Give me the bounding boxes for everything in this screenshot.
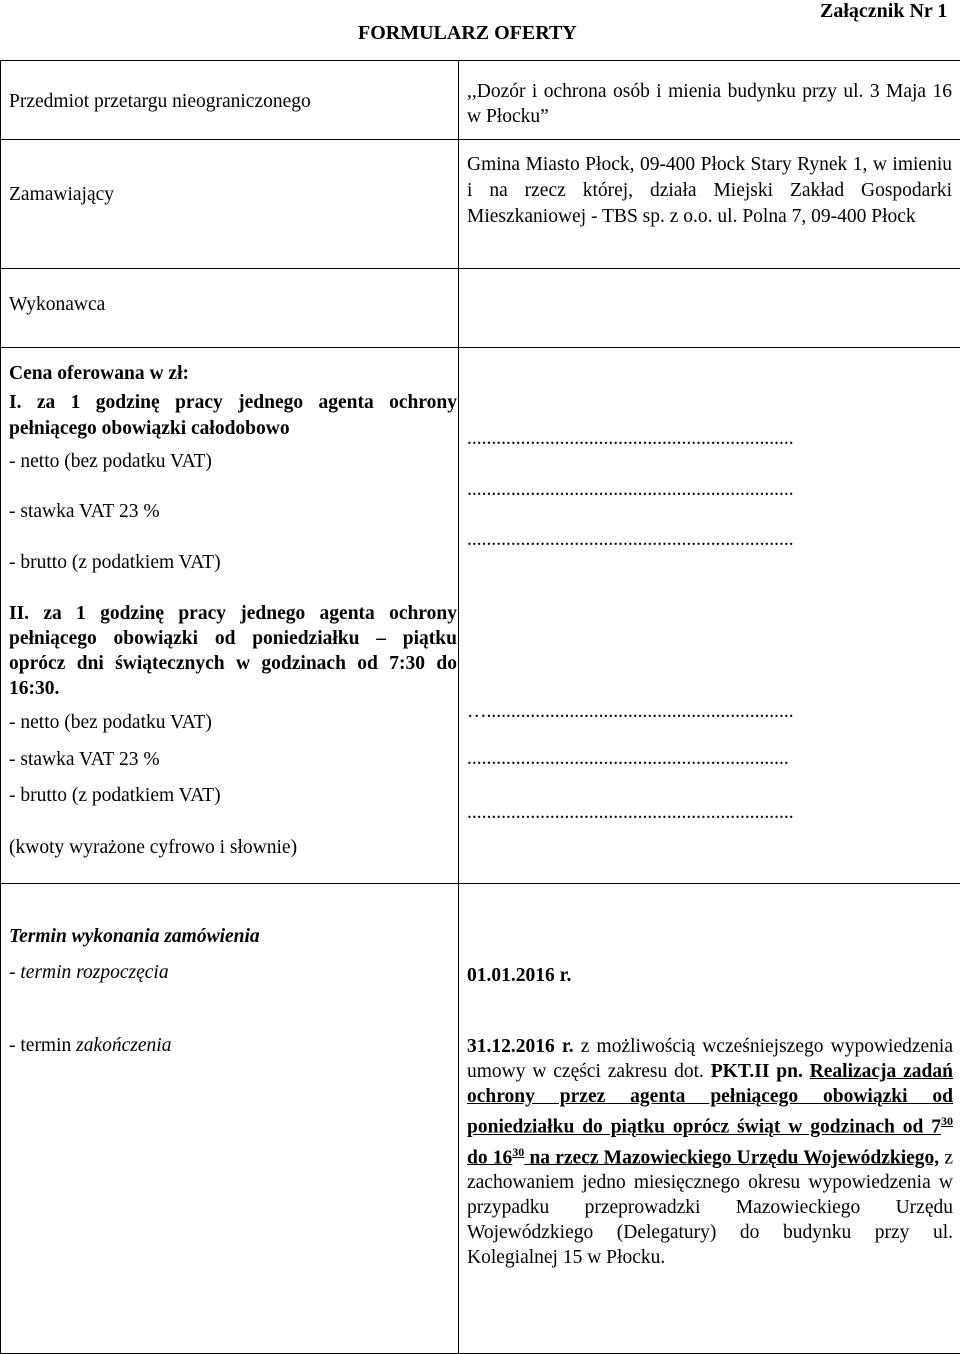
- price-section1-vat-field[interactable]: ...................................................................: [467, 479, 951, 501]
- price-section1-brutto-field[interactable]: ...................................................................: [467, 529, 951, 551]
- price-section1-netto-field[interactable]: ...................................................................: [467, 428, 951, 450]
- term-end-underline1: Realizacja zadań ochrony przez agenta pełniącego obowiązki od poniedziałku do piątku oprócz świąt w godzinach od 7: [467, 1061, 953, 1138]
- term-end-text2: z zachowaniem jedno miesięcznego okresu wypowiedzenia w przypadku przeprowadzki Mazowieckiego Urzędu Wojewódzkiego (Delegatury) do budynku przy ul. Kolegialnej 15 w Płocku.: [467, 1147, 953, 1268]
- price-section2-vat: - stawka VAT 23 %: [9, 749, 160, 771]
- price-section2-vat-field[interactable]: ..................................................................: [467, 748, 947, 770]
- price-section1-title: I. za 1 godzinę pracy jednego agenta ochrony pełniącego obowiązki całodobowo: [9, 390, 457, 442]
- term-right-cell: [459, 884, 960, 1354]
- client-label: Zamawiający: [1, 140, 458, 206]
- contractor-label-cell: [1, 269, 459, 348]
- subject-value: ,,Dozór i ochrona osób i mienia budynku przy ul. 3 Maja 16 w Płocku”: [459, 61, 960, 129]
- term-end-label-italic: zakończenia: [76, 1035, 171, 1056]
- term-end-label-plain: - termin: [9, 1035, 76, 1056]
- price-section1-brutto: - brutto (z podatkiem VAT): [9, 552, 221, 574]
- term-start-label: - termin rozpoczęcia: [9, 962, 169, 984]
- contractor-value-cell[interactable]: [459, 269, 960, 348]
- price-section2-title: II. za 1 godzinę pracy jednego agenta ochrony pełniącego obowiązki od poniedziałku – piątku oprócz dni świątecznych w godzinach od 7:30 do 16:30.: [9, 601, 457, 701]
- offer-form-table: [0, 60, 960, 1354]
- term-end-sup1: 30: [941, 1114, 953, 1128]
- term-end-value: [467, 1034, 953, 1270]
- term-end-pkt: PKT.II pn.: [711, 1061, 803, 1082]
- subject-value-cell: [459, 61, 960, 140]
- term-end-underline2: do 16: [467, 1147, 512, 1168]
- term-start-value: 01.01.2016 r.: [467, 965, 571, 987]
- price-section2-brutto-field[interactable]: ...................................................................: [467, 802, 951, 824]
- price-left-cell: [1, 348, 459, 884]
- price-heading: Cena oferowana w zł:: [9, 363, 189, 385]
- term-end-date: 31.12.2016 r.: [467, 1036, 574, 1057]
- price-section2-netto: - netto (bez podatku VAT): [9, 712, 212, 734]
- term-left-cell: [1, 884, 459, 1354]
- client-value: Gmina Miasto Płock, 09-400 Płock Stary Rynek 1, w imieniu i na rzecz której, działa Miejski Zakład Gospodarki Mieszkaniowej - TBS sp. z o.o. ul. Polna 7, 09-400 Płock: [459, 140, 960, 230]
- term-heading: Termin wykonania zamówienia: [9, 926, 260, 948]
- term-end-label: [9, 1035, 171, 1057]
- client-label-cell: [1, 140, 459, 269]
- price-section2-brutto: - brutto (z podatkiem VAT): [9, 785, 221, 807]
- annex-label: Załącznik Nr 1: [820, 0, 947, 23]
- price-right-cell: [459, 348, 960, 884]
- contractor-label: Wykonawca: [1, 269, 458, 316]
- client-value-cell: [459, 140, 960, 269]
- form-title: FORMULARZ OFERTY: [358, 22, 577, 45]
- price-section2-netto-field[interactable]: …...............................................................: [467, 701, 951, 723]
- term-end-underline3: na rzecz Mazowieckiego Urzędu Wojewódzkiego,: [524, 1147, 939, 1168]
- term-end-text1: z możliwością wcześniejszego wypowiedzenia umowy w części zakresu dot.: [467, 1036, 953, 1082]
- price-note: (kwoty wyrażone cyfrowo i słownie): [9, 837, 297, 859]
- subject-label: Przedmiot przetargu nieograniczonego: [1, 61, 458, 113]
- price-section1-netto: - netto (bez podatku VAT): [9, 451, 212, 473]
- term-end-sup2: 30: [512, 1145, 524, 1159]
- subject-label-cell: [1, 61, 459, 140]
- price-section1-vat: - stawka VAT 23 %: [9, 501, 160, 523]
